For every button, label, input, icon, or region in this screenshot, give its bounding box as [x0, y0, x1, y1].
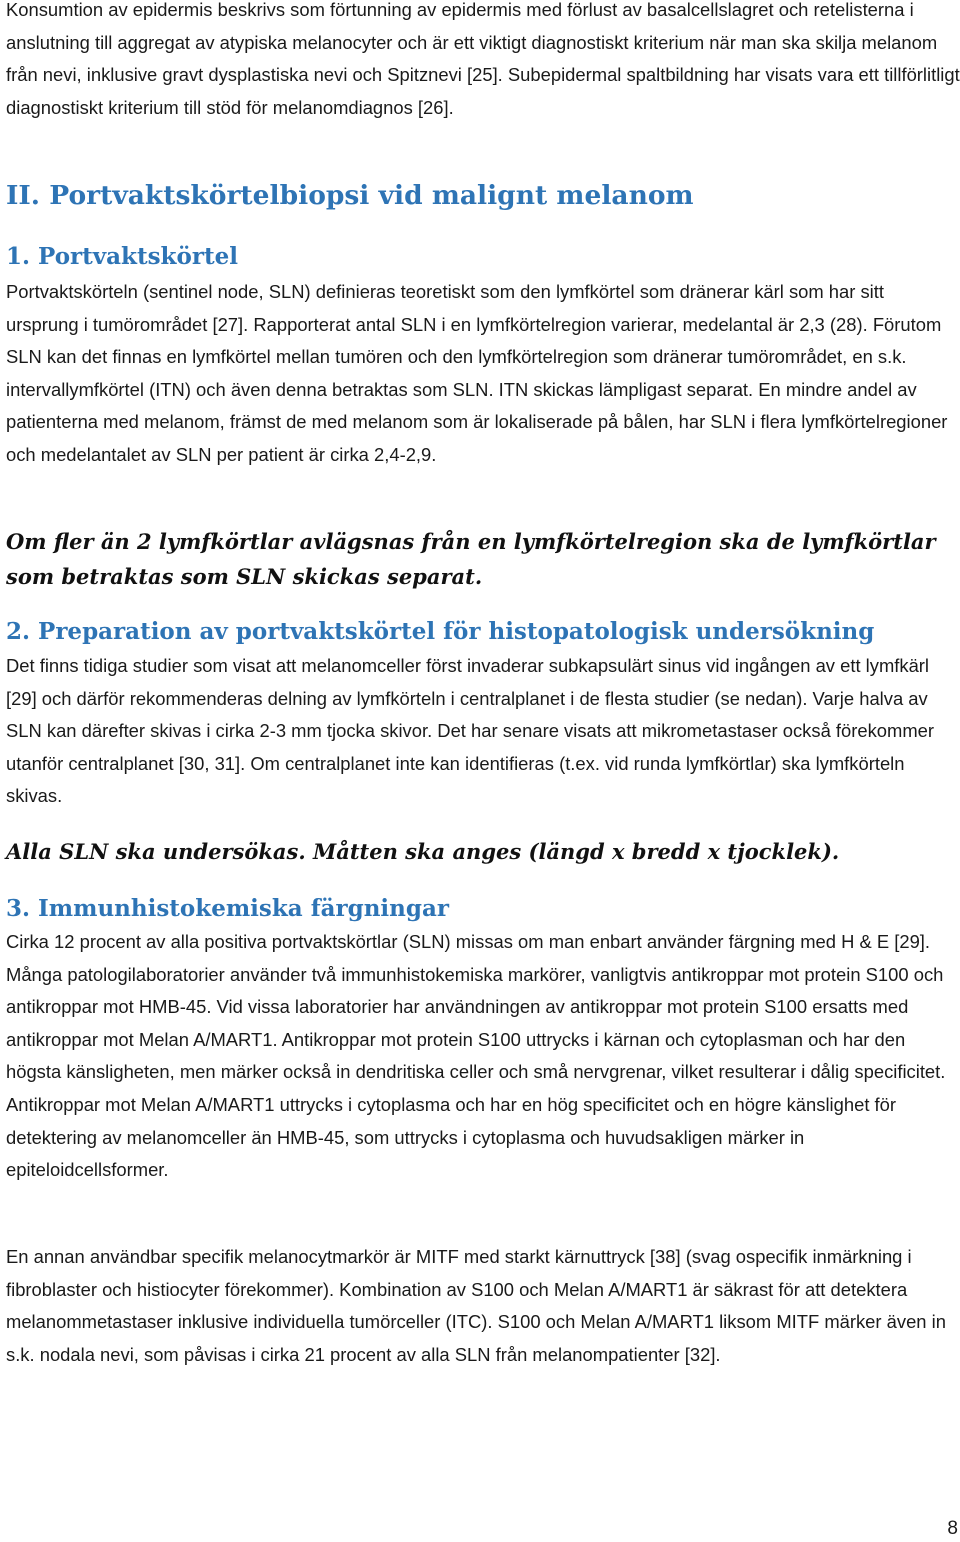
subsection-2-paragraph: Det finns tidiga studier som visat att melanomceller först invaderar subkapsulärt sinus vid ingången av ett lymfkärl [29] och därför rekommenderas delning av lymfkörteln i centralplanet i de flesta studier (se nedan). Varje halva av SLN kan därefter skivas i cirka 2-3 mm tjocka skivor. Det har senare visats att mikrometastaser också förekommer utanför centralplanet [30, 31]. Om centralplanet inte kan identifieras (t.ex. vid runda lymfkörtlar) ska lymfkörteln skivas.	[6, 655, 935, 807]
subsection-2-emphasis: Alla SLN ska undersökas. Måtten ska anges (längd x bredd x tjocklek).	[6, 839, 840, 864]
subsection-3-paragraph-2: En annan användbar specifik melanocytmarkör är MITF med starkt kärnuttryck [38] (svag ospecifik inmärkning i fibroblaster och histiocyter förekommer). Kombination av S100 och Melan A/MART1 är säkrast för att detektera melanommetastaser inklusive individuella tumörceller (ITC). S100 och Melan A/MART1 liksom MITF märker även in s.k. nodala nevi, som påvisas i cirka 21 procent av alla SLN från melanompatienter [32].	[6, 1246, 946, 1365]
intro-paragraph: Konsumtion av epidermis beskrivs som förtunning av epidermis med förlust av basalcellslagret och retelisterna i anslutning till aggregat av atypiska melanocyter och är ett viktigt diagnostiskt kriterium när man ska skilja melanom från nevi, inklusive gravt dysplastiska nevi och Spitznevi [25]. Subepidermal spaltbildning har visats vara ett tillförlitligt diagnostiskt kriterium till stöd för melanomdiagnos [26].	[6, 0, 960, 118]
subsection-3-heading: 3. Immunhistokemiska färgningar	[6, 895, 449, 922]
section-heading-block	[6, 178, 960, 214]
page-number: 8	[947, 1518, 958, 1539]
subsection-1-heading: 1. Portvaktskörtel	[6, 243, 238, 270]
subsection-3-heading-block	[6, 893, 960, 925]
section-heading: II. Portvaktskörtelbiopsi vid malignt melanom	[6, 180, 694, 211]
subsection-2-heading: 2. Preparation av portvaktskörtel för histopatologisk undersökning	[6, 618, 875, 645]
subsection-1-emphasis-block	[6, 524, 960, 594]
subsection-1-heading-block	[6, 241, 960, 273]
subsection-1-paragraph: Portvaktskörteln (sentinel node, SLN) definieras teoretiskt som den lymfkörtel som dränerar kärl som har sitt ursprung i tumörområdet [27]. Rapporterat antal SLN i en lymfkörtelregion varierar, medelantal är 2,3 (28). Förutom SLN kan det finnas en lymfkörtel mellan tumören och den lymfkörtelregion som dränerar tumörområdet, en s.k. intervallymfkörtel (ITN) och även denna betraktas som SLN. ITN skickas lämpligast separat. En mindre andel av patienterna med melanom, främst de med melanom som är lokaliserade på bålen, har SLN i flera lymfkörtelregioner och medelantalet av SLN per patient är cirka 2,4-2,9.	[6, 281, 948, 465]
subsection-1-emphasis: Om fler än 2 lymfkörtlar avlägsnas från en lymfkörtelregion ska de lymfkörtlar som betraktas som SLN skickas separat.	[6, 529, 936, 589]
subsection-2-heading-block	[6, 616, 960, 648]
subsection-2-emphasis-block	[6, 834, 960, 869]
subsection-3-paragraph-1: Cirka 12 procent av alla positiva portvaktskörtlar (SLN) missas om man enbart använder färgning med H & E [29]. Många patologilaboratorier använder två immunhistokemiska markörer, vanligtvis antikroppar mot protein S100 och antikroppar mot HMB-45. Vid vissa laboratorier har användningen av antikroppar mot protein S100 ersatts med antikroppar mot Melan A/MART1. Antikroppar mot protein S100 uttrycks i kärnan och cytoplasman och har den högsta känsligheten, men märker också in dendritiska celler och små nervgrenar, vilket resulterar i dålig specificitet. Antikroppar mot Melan A/MART1 uttrycks i cytoplasma och har en hög specificitet och en högre känslighet för detektering av melanomceller än HMB-45, som uttrycks i cytoplasma och huvudsakligen märker in epiteloidcellsformer.	[6, 931, 946, 1181]
